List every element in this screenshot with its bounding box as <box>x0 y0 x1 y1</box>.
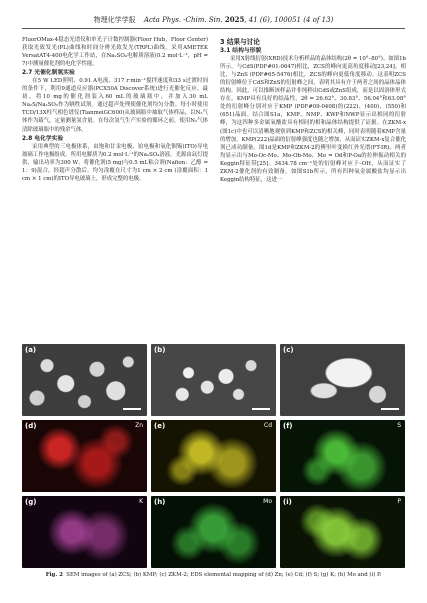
panel-h-eds-mo <box>151 496 276 568</box>
scale-bar <box>123 408 141 410</box>
panel-label: (a) <box>25 346 37 354</box>
figure-caption <box>22 572 405 580</box>
element-label: S <box>397 422 401 429</box>
panel-c-sem-zkm2 <box>280 344 405 416</box>
element-label: K <box>139 498 143 505</box>
section-heading-3: 3 结果与讨论 <box>220 38 260 46</box>
section-heading-3-1: 3.1 结构与形貌 <box>220 48 262 55</box>
left-column <box>22 36 208 183</box>
panel-f-eds-s <box>280 420 405 492</box>
panel-label: (d) <box>25 422 37 430</box>
element-label: Zn <box>135 422 143 429</box>
left-paragraph-1: FluorOMax-4稳态光谱仪和单光子计数控制器(Floor Hub，Floor Center)获取光致发光(PL)曲线和时间分辨光致发光(TRPL)曲线。采用AMETEK VersatAT4-400电化学工作站，在Na₂SO₄电解质溶液(0.2 mol·L⁻¹，pH = 7)中测量催化剂的电化学性能。 <box>22 37 208 68</box>
panel-label: (f) <box>283 422 293 430</box>
right-paragraph-1: 采用X射线衍射(XRD)技术分析样品的晶体结构(2θ = 10°–80°)。如图1b所示，与CdS(PDF#01-0647)相比，ZCS的峰向更高角度移动[23,24]。相比，与ZnS (PDF#65-5476)相比，ZCS的峰向更低角度移动。这表明ZCS的衍射峰位于CdS和ZnS的衍射峰之间，表明其具有介于两者之间的晶体晶体结构。因此，可以推断该样品并非纯粹由CdS或ZnS组成，而是以固溶体形式存在。KMP具有良好的结晶性，2θ = 26.62°、30.83°、56.04°和63.08°处的衍射峰分别对应于KMP (PDF#09-0408)的(222)、(400)、(550)和(651)晶面。结合图S1a，KMP、NMP、KWP和NWP显示出相同的衍射峰，为这四种多金属氧酸盐具有相同的相和晶体结构提供了证据。在ZKM-x (图1c)中也可以清晰地观察到KMP和ZCS的相关峰，同时表明随着KMP含量的增加，KMP(222)晶面的衍射峰强度也随之增加，从而证实ZKM-x复合催化剂已成功制备。图1d是KMP和ZKM-2的傅里叶变换红外光谱(FT-IR)。两者均显示出与Mo-Oc-Mo、Mo-Ob-Mo、Mo = Od和P-Oa的拉伸振动相关的Keggin特征带[25]。3434.78 cm⁻¹处的衍射峰对应于–OH，从而证实了ZKM-2催化剂的有效制备。如图S1b所示，所有四种氧金属酸盐均显示出Keggin结构特征，这进一 <box>220 56 406 183</box>
element-label: Mo <box>263 498 272 505</box>
panel-label: (e) <box>154 422 166 430</box>
panel-label: (i) <box>283 498 292 506</box>
panel-i-eds-p <box>280 496 405 568</box>
panel-label: (c) <box>283 346 294 354</box>
caption-text: SEM images of (a) ZCS; (b) KMP; (c) ZKM-2; EDS elemental mapping of (d) Zn; (e) Cd; (f) S; (g) K; (h) Mo and (i) P. <box>66 572 382 578</box>
scale-bar <box>252 408 270 410</box>
citation-year: 2025 <box>224 15 245 24</box>
citation-rest: , 41 (6), 100051 (4 of 13) <box>244 16 334 24</box>
panel-label: (g) <box>25 498 37 506</box>
journal-title-cn: 物理化学学报 <box>93 16 136 24</box>
citation-journal: Acta Phys. -Chim. Sin. <box>143 16 223 24</box>
panel-a-sem-zcs <box>22 344 147 416</box>
section-heading-2-7: 2.7 光催化制氢实验 <box>22 70 75 77</box>
left-paragraph-3: 采用典型的三电极体系，由饱和甘汞电极、铂电极和氧化铟锡(ITO)导电玻璃工作电极组成。所用电解质为0.2 mol·L⁻¹的Na₂SO₄溶液。光源由氙灯提供，输出功率为300 W。将催化剂(5 mg)与0.5 mL粘合剂(Nafion：乙醇 = 1：9)混合，经超声分散后。均匀涂覆在尺寸为1 cm × 2 cm (涂覆面积：1 cm × 1 cm)的ITO导电玻璃上，形成完整的电极。 <box>22 143 208 182</box>
panel-g-eds-k <box>22 496 147 568</box>
element-label: Cd <box>264 422 272 429</box>
element-label: P <box>397 498 401 505</box>
citation <box>144 16 333 24</box>
right-column <box>220 36 406 184</box>
panel-e-eds-cd <box>151 420 276 492</box>
figure-2 <box>22 344 405 568</box>
left-paragraph-2: 在5 W LED照明、0.91 A电流、317 r·min⁻¹搅拌速度和33 s过渡时间的条件下，利用9通道反应器(PCX50A Discover系统)进行光催化反应。最初，将10 mg的催化剂装入60 mL的玻璃瓶中，并加入30 mL Na₂S/Na₂SO₃作为牺牲试剂。通过超声处理使催化剂均匀分散。每小时使用TCD/13X柱气相色谱仪(TianmeiGC600)从玻璃瓶中抽取气体样品，以N₂气体作为载气，定量测量氢含量。在每次氢气生产实验的循环之前，使用N₂气体清除玻璃瓶中的残余气体。 <box>22 78 208 133</box>
scale-bar <box>381 408 399 410</box>
panel-label: (b) <box>154 346 166 354</box>
panel-label: (h) <box>154 498 166 506</box>
section-heading-2-8: 2.8 电化学实验 <box>22 135 64 142</box>
panel-b-sem-kmp <box>151 344 276 416</box>
caption-label: Fig. 2 <box>45 572 63 578</box>
running-header <box>22 14 405 29</box>
panel-d-eds-zn <box>22 420 147 492</box>
